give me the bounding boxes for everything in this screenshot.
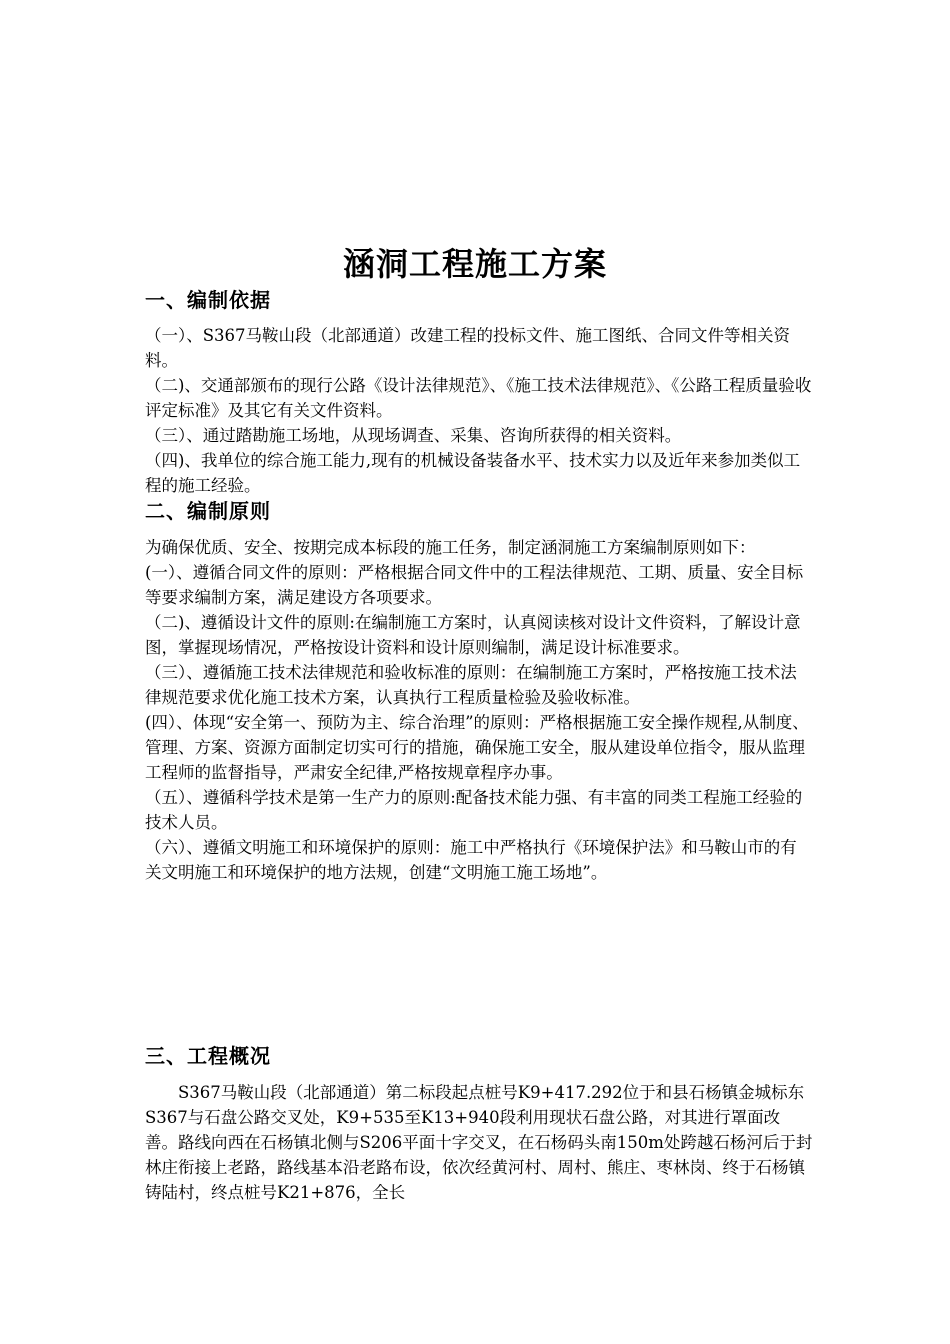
paragraph: （六）、遵循文明施工和环境保护的原则：施工中严格执行《环境保护法》和马鞍山市的有关文明施工和环境保护的地方法规，创建“文明施工施工场地”。 (145, 838, 797, 882)
paragraph: S367马鞍山段（北部通道）第二标段起点桩号K9+417.292位于和县石杨镇金城标东S367与石盘公路交叉处，K9+535至K13+940段利用现状石盘公路，对其进行罩面改善。路线向西在石杨镇北侧与S206平面十字交叉，在石杨码头南150m处跨越石杨河后于封林庄衔接上老路，路线基本沿老路布设，依次经黄河村、周村、熊庄、枣林岗、终于石杨镇铸陆村，终点桩号K21+876，全长 (145, 1083, 813, 1202)
paragraph: （三）、遵循施工技术法律规范和验收标准的原则：在编制施工方案时，严格按施工技术法律规范要求优化施工技术方案，认真执行工程质量检验及验收标准。 (145, 663, 797, 707)
paragraph: 为确保优质、安全、按期完成本标段的施工任务，制定涵洞施工方案编制原则如下： (145, 538, 756, 557)
paragraph: （二)、交通部颁布的现行公路《设计法律规范》、《施工技术法律规范》、《公路工程质量验收评定标准》及其它有关文件资料。 (145, 376, 812, 420)
document-title: 涵洞工程施工方案 (342, 245, 607, 283)
paragraph: (四）、体现“安全第一、预防为主、综合治理”的原则：严格根据施工安全操作规程,从制度、管理、方案、资源方面制定切实可行的措施，确保施工安全，服从建设单位指令，服从监理工程师的监督指导，严肃安全纪律,严格按规章程序办事。 (145, 713, 809, 782)
section-body-basis (145, 323, 813, 498)
paragraph: （一）、S367马鞍山段（北部通道）改建工程的投标文件、施工图纸、合同文件等相关资料。 (145, 326, 791, 370)
paragraph: （四)、我单位的综合施工能力,现有的机械设备装备水平、技术实力以及近年来参加类似工程的施工经验。 (145, 451, 801, 495)
paragraph: （二)、遵循设计文件的原则:在编制施工方案时，认真阅读核对设计文件资料，了解设计意图，掌握现场情况，严格按设计资料和设计原则编制，满足设计标准要求。 (145, 613, 801, 657)
section-heading-principles: 二、编制原则 (145, 499, 271, 523)
section-heading-overview: 三、工程概况 (145, 1044, 271, 1068)
section-heading-basis: 一、编制依据 (145, 288, 271, 312)
section-body-overview (145, 1080, 813, 1205)
paragraph: （五）、遵循科学技术是第一生产力的原则:配备技术能力强、有丰富的同类工程施工经验的技术人员。 (145, 788, 803, 832)
paragraph: (一）、遵循合同文件的原则：严格根据合同文件中的工程法律规范、工期、质量、安全目标等要求编制方案，满足建设方各项要求。 (145, 563, 804, 607)
paragraph: （三）、通过踏勘施工场地，从现场调查、采集、咨询所获得的相关资料。 (145, 426, 682, 445)
section-body-principles (145, 535, 813, 885)
